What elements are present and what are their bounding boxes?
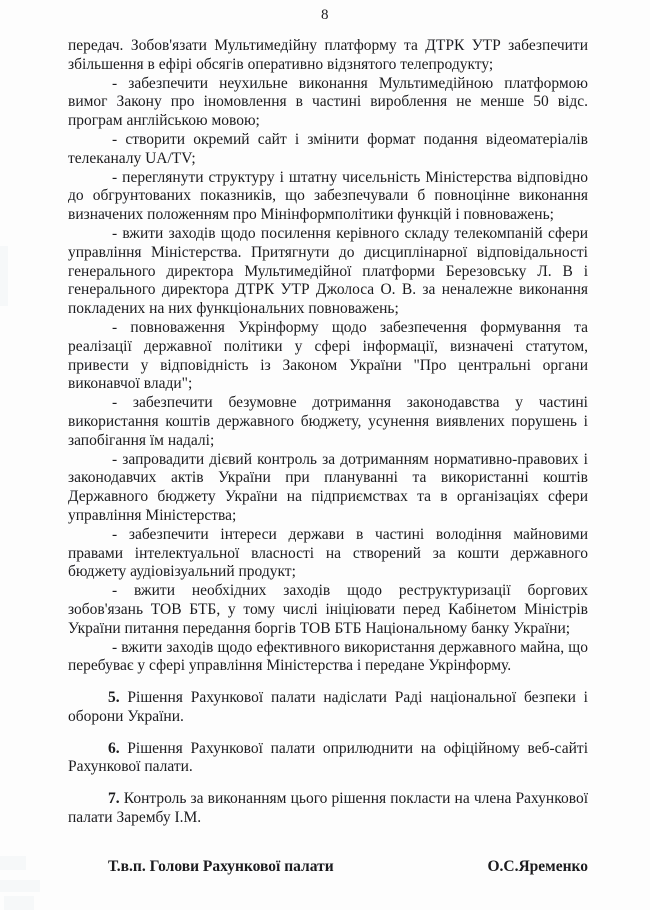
body-paragraph: - вжити заходів щодо посилення керівного складу телекомпаній сфери управління Міністерства. Притягнути до дисциплінарної відповідальності генерального директора Мультимедійної платформи Березовську Л. В і генерального директора ДТРК УТР Джолоса О. В. за неналежне виконання покладених на них функціональних повноважень; (68, 224, 588, 318)
body-paragraph: - переглянути структуру і штатну чисельність Міністерства відповідно до обгрунтованих показників, що забезпечували б повноцінне виконання визначених положенням про Мінінформполітики функцій і повноважень; (68, 168, 588, 224)
body-paragraph: передач. Зобов'язати Мультимедійну платформу та ДТРК УТР забезпечити збільшення в ефірі обсягів оперативно відзнятого телепродукту; (68, 37, 588, 73)
scan-artifact (0, 880, 40, 892)
numbered-paragraph: 7. Контроль за виконанням цього рішення покласти на члена Рахункової палати Зарембу І.М. (68, 790, 588, 827)
scan-artifact (4, 896, 34, 910)
body-paragraph: - створити окремий сайт і змінити формат подання відеоматеріалів телеканалу UA/TV; (68, 130, 588, 167)
body-paragraph: - вжити заходів щодо ефективного використання державного майна, що перебуває у сфері управління Міністерства і передане Укрінформу. (68, 638, 588, 675)
body-paragraph: - повноваження Укрінформу щодо забезпечення формування та реалізації державної політики у сфері інформації, визначені статутом, привести у відповідність із Законом України "Про центральні органи виконавчої влади"; (68, 318, 588, 393)
numbered-paragraph: 5. Рішення Рахункової палати надіслати Раді національної безпеки і оборони України. (68, 689, 588, 725)
body-paragraph: - забезпечити неухильне виконання Мультимедійною платформою вимог Закону про іномовлення в частині вироблення не менше 50 відс. програм англійською мовою; (68, 74, 588, 130)
page-number: 8 (321, 7, 329, 23)
body-paragraph: - забезпечити інтереси держави в частині володіння майновими правами інтелектуальної власності на створений за кошти державного бюджету аудіовізуальний продукт; (68, 525, 588, 581)
paragraph-number: 7. (108, 790, 120, 808)
signature-title: Т.в.п. Голови Рахункової палати (108, 857, 334, 875)
body-paragraph: - запровадити дієвий контроль за дотриманням нормативно-правових і законодавчих актів України при плануванні та використанні коштів Державного бюджету України на підприємствах та в організаціях сфери управління Міністерства; (68, 450, 588, 524)
document-body (68, 37, 588, 828)
paragraph-number: 6. (108, 739, 120, 757)
signature-name: О.С.Яременко (487, 857, 588, 875)
scan-artifact (0, 246, 8, 306)
scan-artifact (0, 856, 26, 870)
body-paragraph: - забезпечити безумовне дотримання законодавства у частині використання коштів державного бюджету, усунення виявлених порушень і запобігання їм надалі; (68, 394, 588, 449)
signature-block (68, 858, 588, 876)
body-paragraph: - вжити необхідних заходів щодо реструктуризації боргових зобов'язань ТОВ БТБ, у тому числі ініціювати перед Кабінетом Міністрів України питання передання боргів ТОВ БТБ Національному банку України; (68, 582, 588, 637)
paragraph-number: 5. (108, 689, 120, 707)
numbered-paragraph: 6. Рішення Рахункової палати оприлюднити на офіційному веб-сайті Рахункової палати. (68, 739, 588, 776)
